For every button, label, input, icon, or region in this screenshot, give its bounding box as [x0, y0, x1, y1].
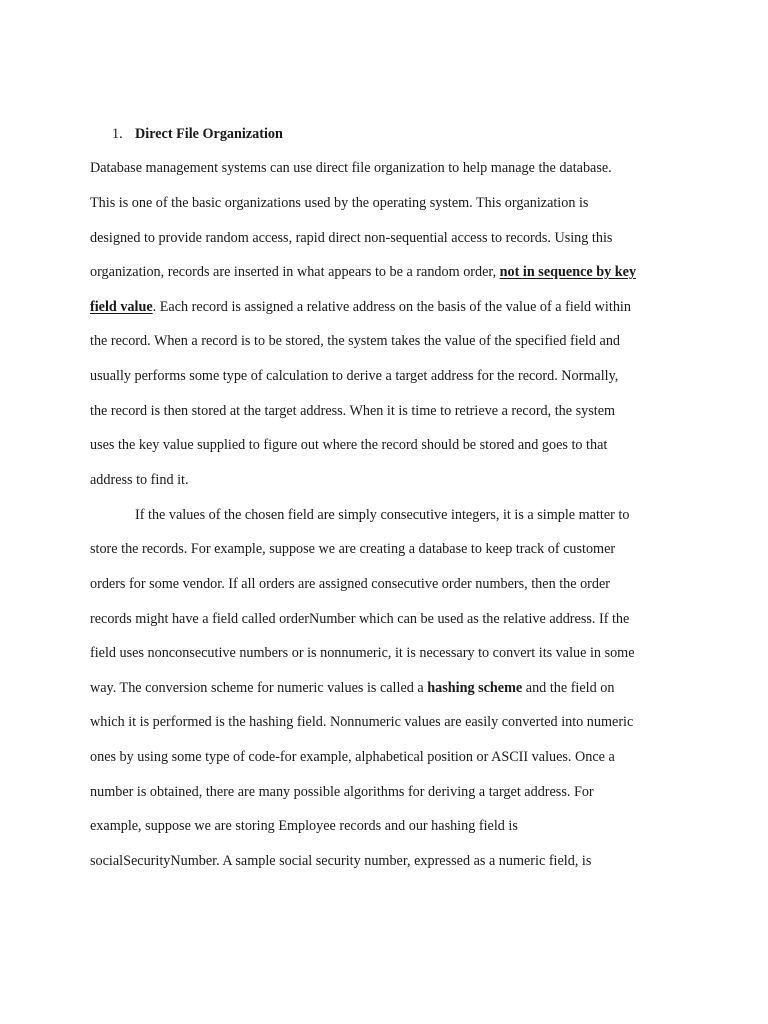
- text-line: store the records. For example, suppose we are creating a database to keep track of customer: [90, 541, 616, 557]
- text-line: field uses nonconsecutive numbers or is nonnumeric, it is necessary to convert its value in some: [90, 645, 635, 661]
- text-line-indented: If the values of the chosen field are simply consecutive integers, it is a simple matter to: [135, 507, 630, 523]
- text-line: usually performs some type of calculation to derive a target address for the record. Normally,: [90, 368, 619, 384]
- text-line: designed to provide random access, rapid direct non-sequential access to records. Using this: [90, 230, 613, 246]
- text-run: way. The conversion scheme for numeric values is called a: [90, 680, 428, 696]
- text-line: ones by using some type of code-for example, alphabetical position or ASCII values. Once a: [90, 749, 615, 765]
- text-line: uses the key value supplied to figure out where the record should be stored and goes to that: [90, 437, 608, 453]
- section-number: 1.: [112, 126, 123, 142]
- text-line: socialSecurityNumber. A sample social security number, expressed as a numeric field, is: [90, 853, 592, 869]
- emphasis-bold: hashing scheme: [427, 680, 523, 696]
- text-line: example, suppose we are storing Employee records and our hashing field is: [90, 818, 518, 834]
- section-title: Direct File Organization: [135, 126, 283, 142]
- emphasis-underlined: field value: [90, 299, 153, 315]
- text-line: which it is performed is the hashing field. Nonnumeric values are easily converted into numeric: [90, 714, 634, 730]
- text-line: Database management systems can use direct file organization to help manage the database.: [90, 160, 612, 176]
- text-run: and the field on: [522, 680, 615, 696]
- text-line: orders for some vendor. If all orders are assigned consecutive order numbers, then the order: [90, 576, 611, 592]
- text-line: number is obtained, there are many possible algorithms for deriving a target address. For: [90, 784, 594, 800]
- text-line: [90, 297, 631, 317]
- emphasis-underlined: not in sequence by key: [499, 264, 637, 280]
- text-line: [90, 678, 614, 698]
- text-line: the record. When a record is to be stored, the system takes the value of the specified field and: [90, 333, 621, 349]
- text-run: organization, records are inserted in what appears to be a random order,: [90, 264, 500, 280]
- text-run: . Each record is assigned a relative address on the basis of the value of a field within: [152, 299, 631, 315]
- text-line: address to find it.: [90, 472, 189, 488]
- text-line: [90, 262, 636, 282]
- section-heading: [112, 124, 283, 144]
- text-line: This is one of the basic organizations used by the operating system. This organization is: [90, 195, 589, 211]
- text-line: the record is then stored at the target address. When it is time to retrieve a record, the system: [90, 403, 616, 419]
- text-line: records might have a field called orderNumber which can be used as the relative address. If the: [90, 611, 630, 627]
